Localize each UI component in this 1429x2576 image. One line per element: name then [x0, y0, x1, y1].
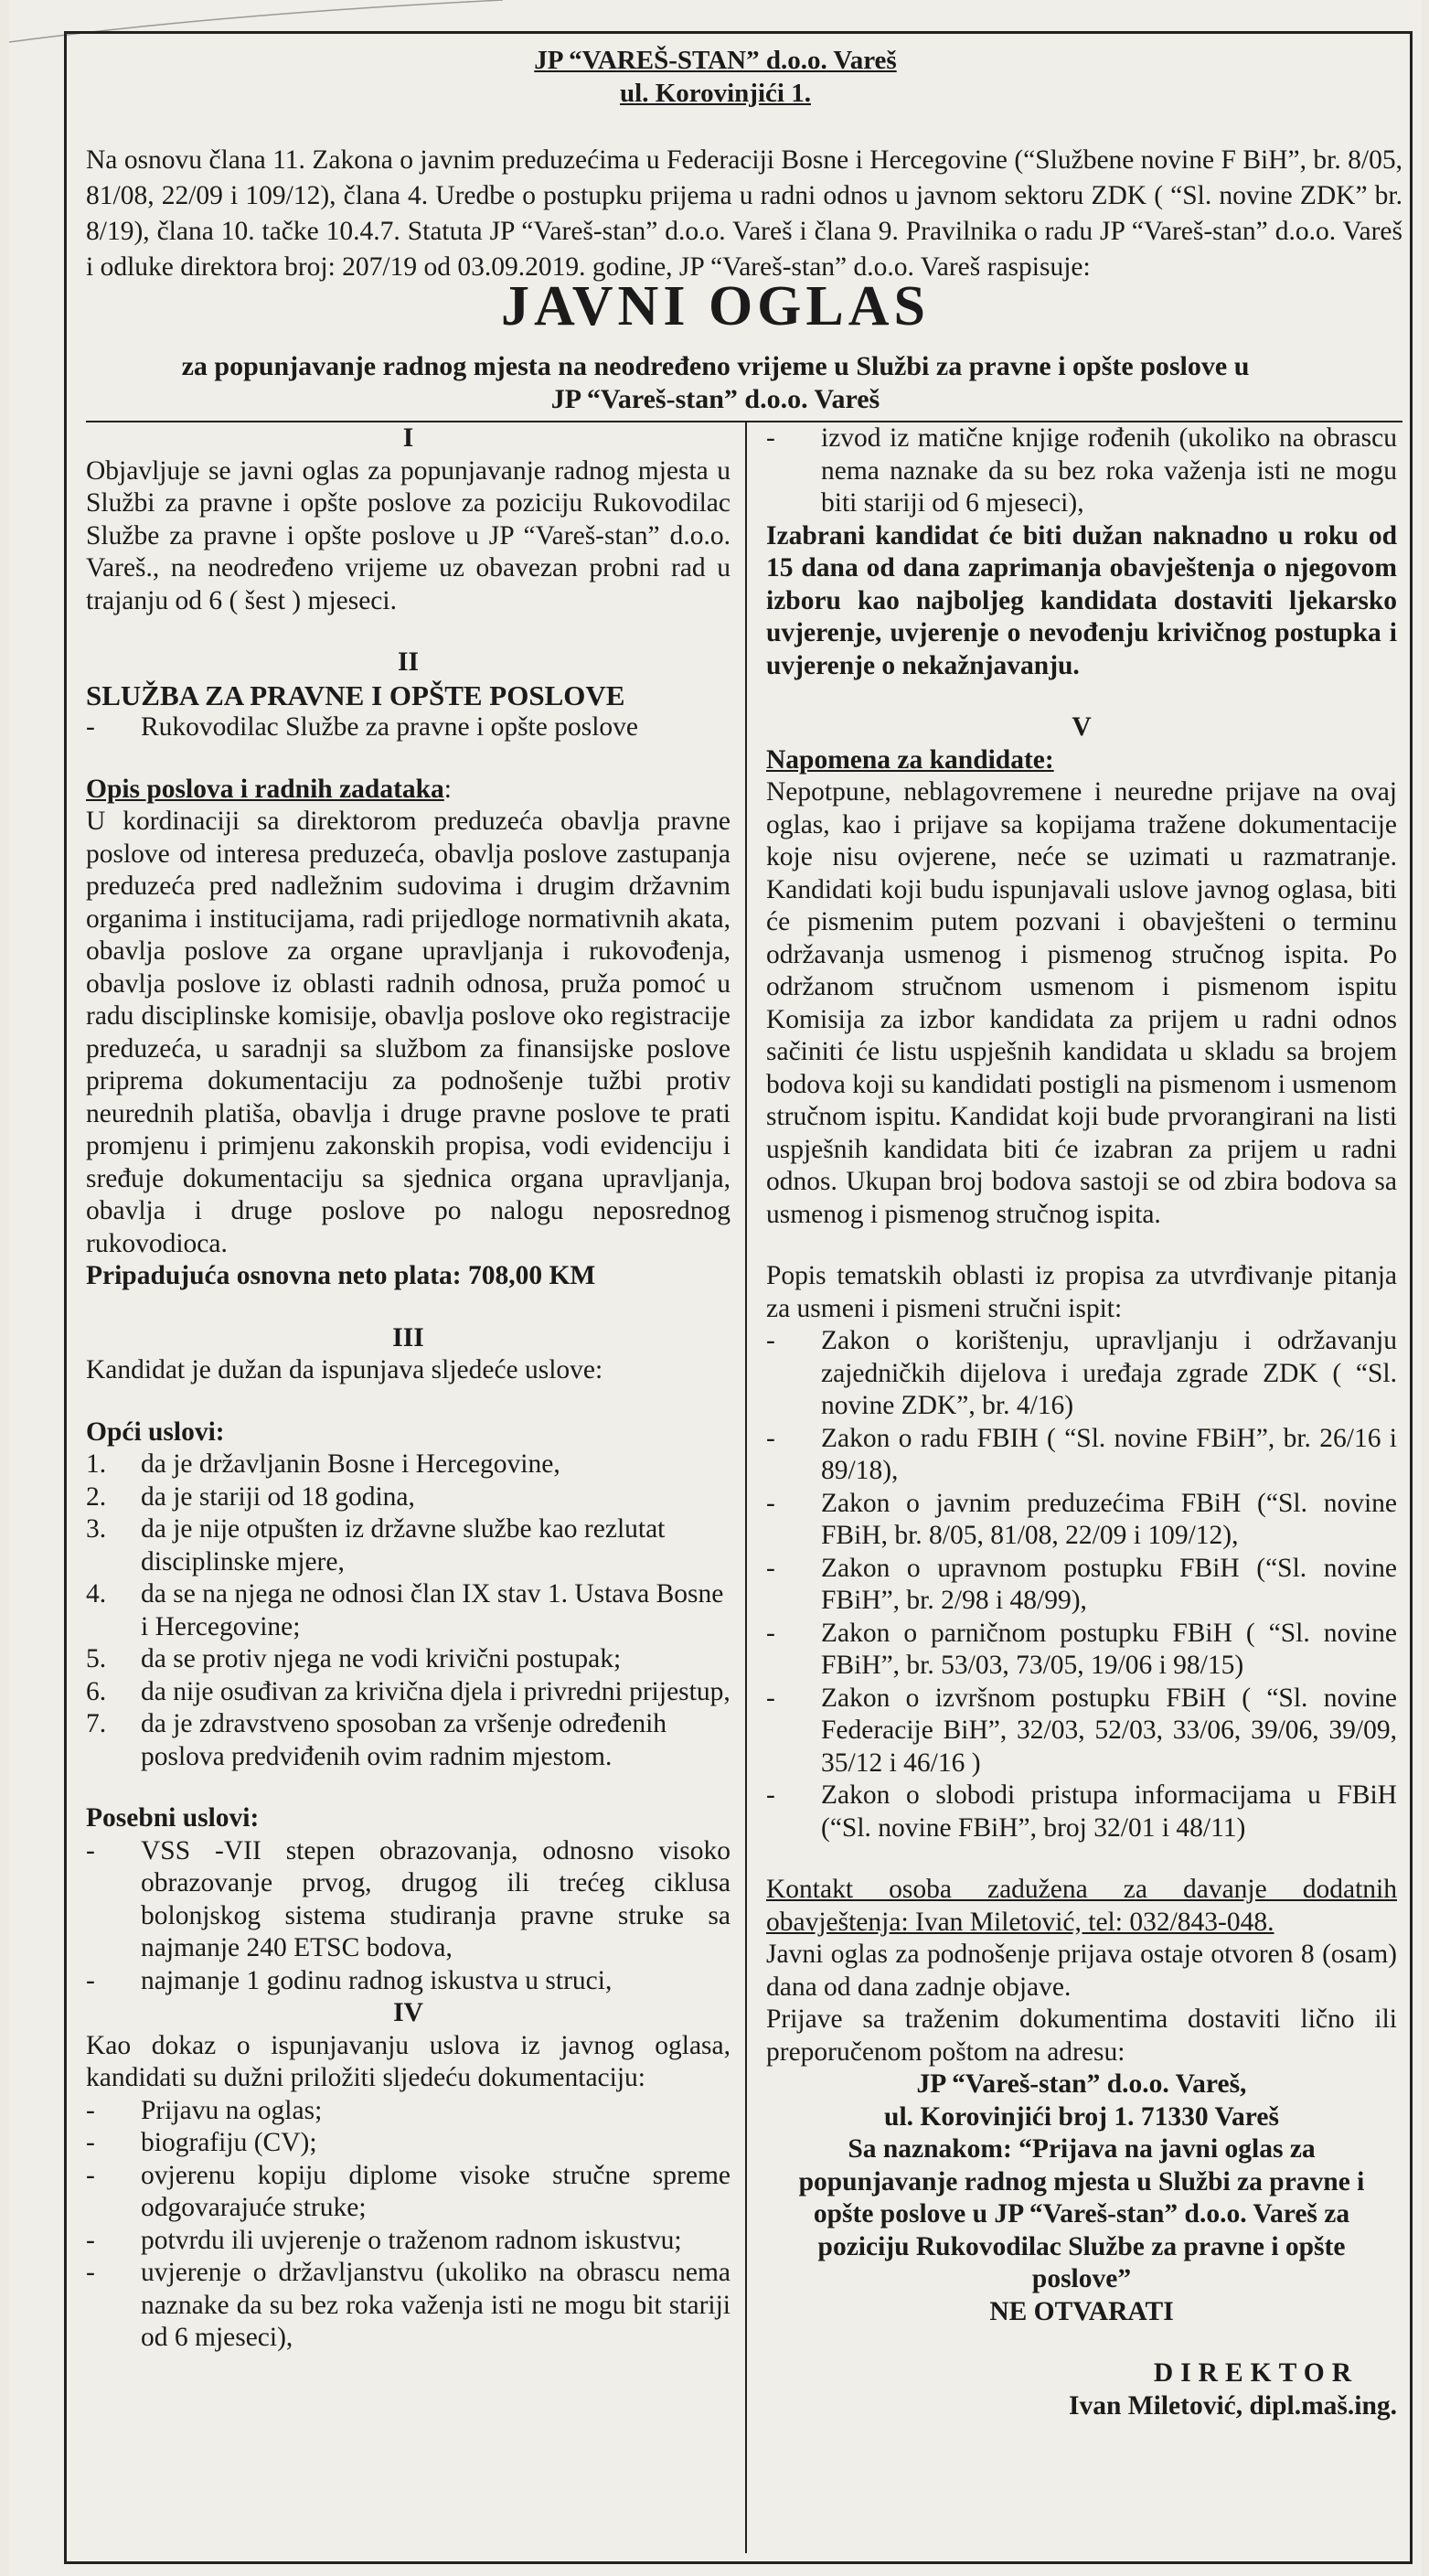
list-item: [86, 1513, 730, 1578]
ad-subtitle-line-2: JP “Vareš-stan” d.o.o. Vareš: [550, 384, 880, 414]
list-item: [86, 1481, 730, 1514]
dash-bullet: -: [766, 1683, 775, 1713]
item-text: izvod iz matične knjige rođenih (ukoliko na obrascu nema naznake da su bez roka važenja isti ne mogu biti stariji od 6 mjeseci),: [821, 423, 1397, 518]
list-item: [86, 1643, 730, 1676]
job-description-text: U kordinaciji sa direktorom preduzeća obavlja pravne poslove od interesa preduzeća, obavlja poslove zastupanja preduzeća pred nadležnim sudovima i drugim državnim organima i institucijama, radi prijedloge normativnih akata, obavlja poslove za organe upravljanja i rukovođenja, obavlja poslove iz oblasti radnih odnosa, pruža pomoć u radu disciplinske komisije, obavlja poslove oko registracije preduzeća, u saradnji sa službom za finansijske poslove priprema dokumentaciju za podnošenje tužbi protiv neurednih platiša, obavlja i druge pravne poslove te prati promjenu i primjenu zakonskih propisa, vodi evidenciju i sređuje dokumentaciju sa sjednica organa upravljanja, obavlja i druge poslove po nalogu neposrednog rukovodioca.: [86, 807, 730, 1258]
item-number: 1.: [86, 1449, 107, 1479]
dash-bullet: -: [766, 1488, 775, 1518]
job-description-colon: :: [443, 774, 452, 804]
list-item: [86, 2225, 730, 2258]
selected-candidate-note: Izabrani kandidat će biti dužan naknadno u roku od 15 dana od dana zaprimanja obavještenja o njegovom izboru kao najboljeg kandidata dostaviti ljekarsko uvjerenje, uvjerenje o nevođenju krivičnog postupka i uvjerenje o nekažnjavanju.: [766, 520, 1397, 680]
section-iii-text: Kandidat je dužan da ispunjava sljedeće uslove:: [86, 1355, 603, 1384]
submission-address-line-2: ul. Korovinjići broj 1. 71330 Vareš: [884, 2101, 1279, 2132]
dash-bullet: -: [86, 1965, 95, 1995]
dash-bullet: -: [86, 2128, 95, 2157]
list-item: [766, 1325, 1397, 1423]
dash-bullet: -: [86, 2258, 95, 2287]
job-description-heading: [86, 774, 730, 807]
submission-address-line-1: JP “Vareš-stan” d.o.o. Vareš,: [916, 2069, 1247, 2099]
item-text: da nije osuđivan za krivična djela i privredni prijestup,: [141, 1676, 730, 1706]
do-not-open: NE OTVARATI: [989, 2296, 1174, 2326]
section-number-v: V: [1072, 712, 1092, 742]
left-column: [86, 422, 730, 2355]
deadline-text: Javni oglas za podnošenje prijava ostaje otvoren 8 (osam) dana od dana zadnje objave.: [766, 1940, 1397, 2002]
list-item: [766, 1423, 1397, 1488]
section-i-text: Objavljuje se javni oglas za popunjavanje radnog mjesta u Službi za pravne i opšte poslove za poziciju Rukovodilac Službe za pravne i opšte poslove u JP “Vareš-stan” d.o.o. Vareš., na neodređeno vrijeme uz obavezan probni rad u trajanju od 6 ( šest ) mjeseci.: [86, 455, 730, 615]
item-text: uvjerenje o državljanstvu (ukoliko na obrascu nema naznake da su bez roka važenja isti ne mogu bit stariji od 6 mjeseci),: [141, 2258, 730, 2352]
right-column: [766, 422, 1397, 2422]
list-item: [766, 422, 1397, 520]
list-item: [86, 2160, 730, 2225]
ad-subtitle-line-1: za popunjavanje radnog mjesta na neodređeno vrijeme u Službi za pravne i opšte poslove u: [181, 351, 1250, 381]
item-text: Zakon o upravnom postupku FBiH (“Sl. novine FBiH”, br. 2/98 i 48/99),: [821, 1553, 1397, 1615]
item-number: 4.: [86, 1579, 107, 1609]
list-item: [766, 1683, 1397, 1780]
position-item: [86, 711, 730, 744]
item-number: 5.: [86, 1644, 107, 1673]
item-text: Zakon o slobodi pristupa informacijama u FBiH (“Sl. novine FBiH”, broj 32/01 i 48/11): [821, 1780, 1397, 1843]
item-text: da je nije otpušten iz državne službe kao rezlutat disciplinske mjere,: [141, 1514, 666, 1577]
item-text: potvrdu ili uvjerenje o traženom radnom iskustvu;: [141, 2225, 682, 2255]
company-name: JP “VAREŠ-STAN” d.o.o. Vareš: [534, 46, 897, 75]
list-item: [86, 1676, 730, 1709]
general-conditions-label: Opći uslovi:: [86, 1416, 225, 1447]
item-text: ovjerenu kopiju diplome visoke stručne spreme odgovarajuće struke;: [141, 2160, 730, 2222]
list-item: [86, 1708, 730, 1773]
signature-title: DIREKTOR: [1153, 2358, 1359, 2388]
note-for-candidates-label: Napomena za kandidate:: [766, 744, 1054, 775]
list-item: [766, 1553, 1397, 1618]
contact-person: Kontakt osoba zadužena za davanje dodatnih obavještenja: Ivan Miletović, tel: 032/843-048.: [766, 1875, 1397, 1937]
section-iv-text: Kao dokaz o ispunjavanju uslova iz javnog oglasa, kandidati su dužni priložiti sljedeću dokumentaciju:: [86, 2030, 730, 2092]
signature-name: Ivan Miletović, dipl.maš.ing.: [1069, 2390, 1397, 2421]
salary-line: Pripadujuća osnovna neto plata: 708,00 KM: [86, 1261, 596, 1290]
list-item: [86, 2095, 730, 2128]
dash-bullet: -: [86, 2225, 95, 2255]
item-text: da je zdravstveno sposoban za vršenje određenih poslova predviđenih ovim radnim mjestom.: [141, 1709, 667, 1771]
list-item: [766, 1618, 1397, 1683]
dash-bullet: -: [766, 1780, 775, 1810]
section-number-ii: II: [398, 647, 419, 677]
list-item: [766, 1488, 1397, 1553]
item-text: Zakon o korištenju, upravljanju i održavanju zajedničkih dijelova i uređaja zgrade ZDK ( “Sl. novine ZDK”, br. 4/16): [821, 1326, 1397, 1420]
section-number-iii: III: [392, 1322, 424, 1352]
special-conditions-label: Posebni uslovi:: [86, 1803, 260, 1833]
list-item: [766, 1780, 1397, 1844]
dash-bullet: -: [766, 1618, 775, 1648]
dash-bullet: -: [766, 1423, 775, 1453]
company-address: ul. Korovinjići 1.: [620, 79, 811, 108]
item-text: da se na njega ne odnosi član IX stav 1. Ustava Bosne i Hercegovine;: [141, 1579, 724, 1641]
item-number: 6.: [86, 1676, 107, 1706]
item-text: Zakon o javnim preduzećima FBiH (“Sl. novine FBiH, br. 8/05, 81/08, 22/09 i 109/12),: [821, 1488, 1397, 1550]
item-text: najmanje 1 godinu radnog iskustva u struci,: [141, 1965, 613, 1995]
note-for-candidates-text: Nepotpune, neblagovremene i neuredne prijave na ovaj oglas, kao i prijave sa kopijama tražene dokumentacije koje nisu ovjerene, neće se uzimati u razmatranje. Kandidati koji budu ispunjavali uslove javnog oglasa, biti će pismenim putem pozvani i obavješteni o terminu održavanja usmenog i pismenog stručnog ispita. Po održanom stručnom usmenom i pismenom ispitu Komisija za izbor kandidata za prijem u radni odnos sačiniti će listu uspješnih kandidata u skladu sa brojem bodova koji su kandidati postigli na pismenom i usmenom stručnom ispitu. Kandidat koji bude prvorangirani na listi uspješnih kandidata biti će izabran za prijem u radni odnos. Ukupan broj bodova sastoji se od zbira bodova sa usmenog i pismenog stručnog ispita.: [766, 777, 1397, 1229]
section-number-i: I: [402, 423, 414, 453]
submission-text: Prijave sa traženim dokumentima dostaviti lično ili preporučenom poštom na adresu:: [766, 2004, 1397, 2067]
dash-bullet: -: [766, 1326, 775, 1355]
list-item: [86, 1835, 730, 1965]
ad-title: JAVNI OGLAS: [500, 275, 931, 337]
dash-bullet: -: [86, 2160, 95, 2190]
job-description-label: Opis poslova i radnih zadataka: [86, 774, 444, 804]
newspaper-page: [9, 0, 1422, 2576]
dash-bullet: -: [766, 423, 775, 453]
exam-topics-intro: Popis tematskih oblasti iz propisa za utvrđivanje pitanja za usmeni i pismeni stručni ispit:: [766, 1261, 1397, 1323]
column-divider: [745, 422, 747, 2553]
item-text: Zakon o izvršnom postupku FBiH ( “Sl. novine Federacije BiH”, 32/03, 52/03, 33/06, 39/06, 39/09, 35/12 i 46/16 ): [821, 1683, 1397, 1778]
item-number: 3.: [86, 1514, 107, 1544]
list-item: [86, 2127, 730, 2160]
item-text: Prijavu na oglas;: [141, 2095, 323, 2125]
item-text: Zakon o radu FBIH ( “Sl. novine FBiH”, br. 26/16 i 89/18),: [821, 1423, 1397, 1485]
item-text: Zakon o parničnom postupku FBiH ( “Sl. novine FBiH”, br. 53/03, 73/05, 19/06 i 98/15): [821, 1618, 1397, 1680]
position-name: Rukovodilac Službe za pravne i opšte poslove: [141, 712, 638, 742]
item-number: 2.: [86, 1481, 107, 1512]
list-item: [86, 1965, 730, 1998]
item-text: da se protiv njega ne vodi krivični postupak;: [141, 1644, 622, 1673]
legal-basis-paragraph: Na osnovu člana 11. Zakona o javnim preduzećima u Federaciji Bosne i Hercegovine (“Službene novine F BiH”, br. 8/05, 81/08, 22/09 i 109/12), člana 4. Uredbe o postupku prijema u radni odnos u javnom sektoru ZDK ( “Sl. novine ZDK” br. 8/19), člana 10. tačke 10.4.7. Statuta JP “Vareš-stan” d.o.o. Vareš i člana 9. Pravilnika o radu JP “Vareš-stan” d.o.o. Vareš i odluke direktora broj: 207/19 od 03.09.2019. godine, JP “Vareš-stan” d.o.o. Vareš raspisuje:: [86, 145, 1402, 282]
item-number: 7.: [86, 1709, 107, 1738]
general-conditions-list: [86, 1448, 730, 1773]
list-item: [86, 2257, 730, 2355]
list-item: [86, 1578, 730, 1643]
section-ii-title: SLUŽBA ZA PRAVNE I OPŠTE POSLOVE: [86, 679, 625, 711]
item-text: VSS -VII stepen obrazovanja, odnosno visoko obrazovanje prvog, drugog ili trećeg ciklusa bolonjskog sistema studiranja pravne struke sa najmanje 240 ETSC bodova,: [141, 1835, 730, 1962]
item-text: da je državljanin Bosne i Hercegovine,: [141, 1449, 560, 1479]
dash-bullet: -: [766, 1553, 775, 1583]
section-number-iv: IV: [393, 1998, 423, 2027]
dash-bullet: -: [86, 1835, 95, 1865]
envelope-marking: Sa naznakom: “Prijava na javni oglas za popunjavanje radnog mjesta u Službi za pravne i opšte poslove u JP “Vareš-stan” d.o.o. Vareš za poziciju Rukovodilac Službe za pravne i opšte poslove”: [798, 2134, 1365, 2293]
item-text: biografiju (CV);: [141, 2128, 317, 2157]
dash-bullet: -: [86, 712, 95, 742]
list-item: [86, 1448, 730, 1481]
dash-bullet: -: [86, 2095, 95, 2125]
item-text: da je stariji od 18 godina,: [141, 1481, 415, 1512]
